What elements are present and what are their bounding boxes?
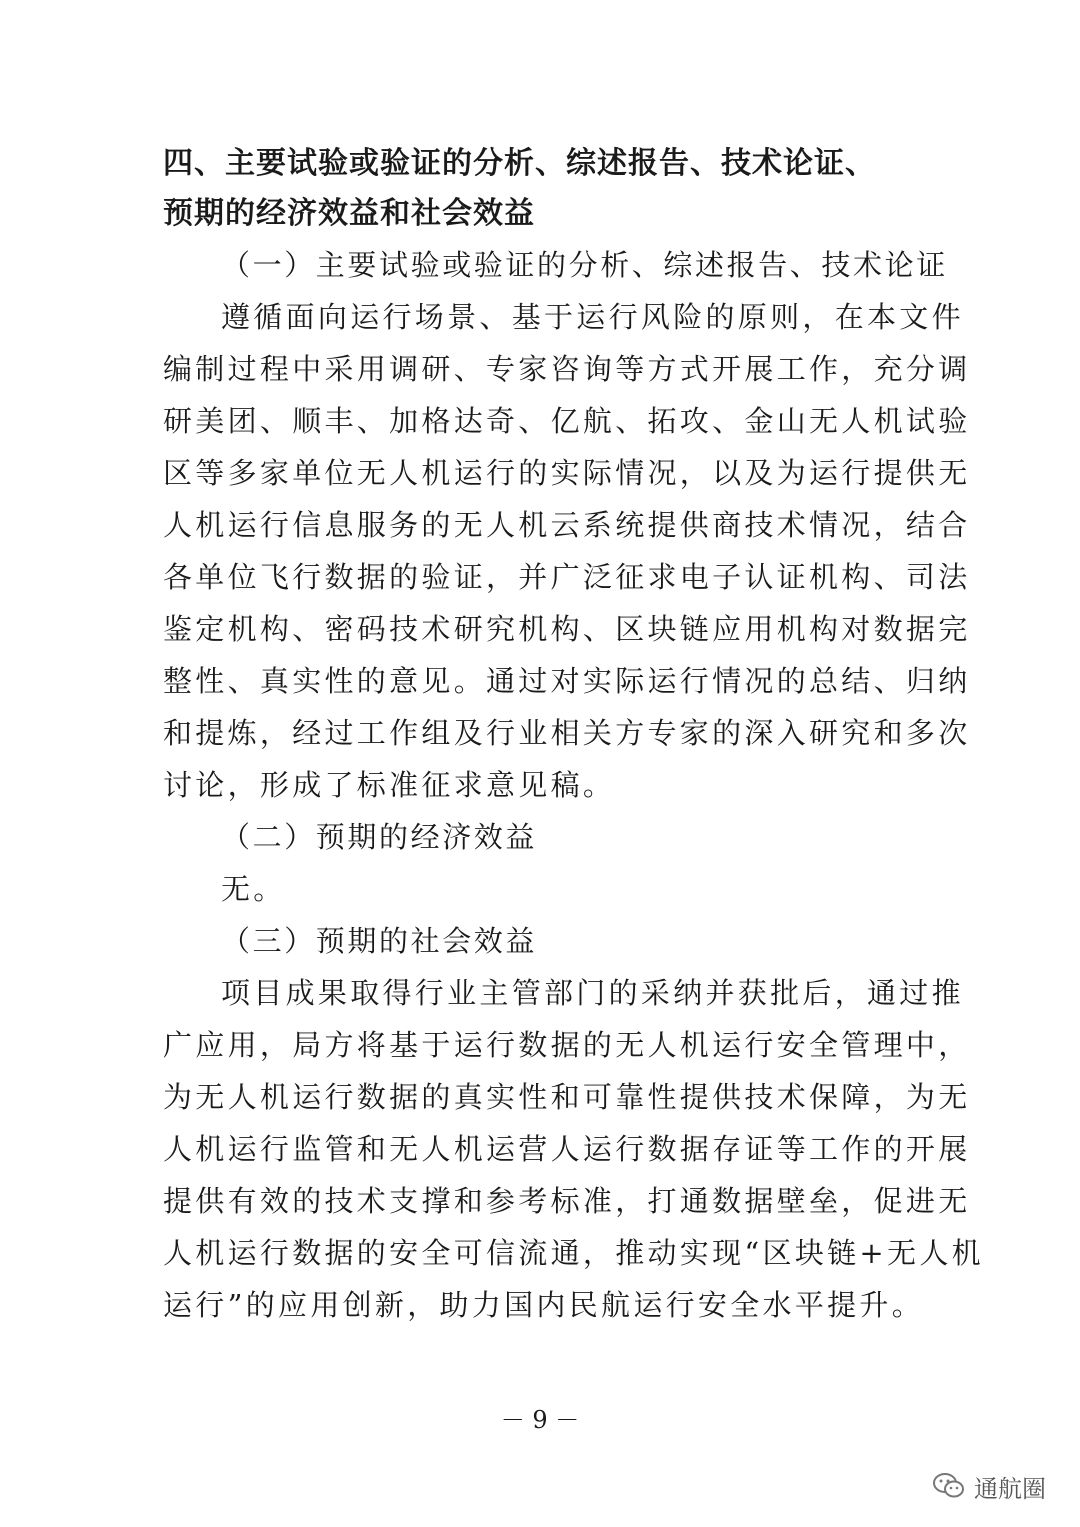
paragraph-line: 人机运行信息服务的无人机云系统提供商技术情况，结合 xyxy=(163,508,971,542)
section-heading-line-1: 四、主要试验或验证的分析、综述报告、技术论证、 xyxy=(163,146,876,181)
watermark-text: 通航圈 xyxy=(974,1474,1046,1503)
paragraph-line: 鉴定机构、密码技术研究机构、区块链应用机构对数据完 xyxy=(163,612,971,646)
paragraph-line: 整性、真实性的意见。通过对实际运行情况的总结、归纳 xyxy=(163,664,971,698)
paragraph-line: 各单位飞行数据的验证，并广泛征求电子认证机构、司法 xyxy=(163,560,971,594)
subsection-title-2: （二）预期的经济效益 xyxy=(221,820,538,854)
paragraph-line: 无。 xyxy=(221,872,286,906)
paragraph-line: 编制过程中采用调研、专家咨询等方式开展工作，充分调 xyxy=(163,352,971,386)
paragraph-line: 运行”的应用创新，助力国内民航运行安全水平提升。 xyxy=(163,1288,925,1322)
paragraph-line: 人机运行监管和无人机运营人运行数据存证等工作的开展 xyxy=(163,1132,971,1166)
watermark xyxy=(932,1466,1046,1506)
paragraph-line: 区等多家单位无人机运行的实际情况，以及为运行提供无 xyxy=(163,456,971,490)
section-heading-line-2: 预期的经济效益和社会效益 xyxy=(163,196,535,231)
paragraph-line: 遵循面向运行场景、基于运行风险的原则，在本文件 xyxy=(221,300,964,334)
paragraph-line: 和提炼，经过工作组及行业相关方专家的深入研究和多次 xyxy=(163,716,971,750)
paragraph-line: 讨论，形成了标准征求意见稿。 xyxy=(163,768,616,802)
paragraph-line: 研美团、顺丰、加格达奇、亿航、拓攻、金山无人机试验 xyxy=(163,404,971,438)
paragraph-line: 提供有效的技术支撑和参考标准，打通数据壁垒，促进无 xyxy=(163,1184,971,1218)
paragraph-line: 人机运行数据的安全可信流通，推动实现“区块链+无人机 xyxy=(163,1236,984,1270)
wechat-icon xyxy=(932,1471,966,1501)
subsection-title-3: （三）预期的社会效益 xyxy=(221,924,538,958)
paragraph-line: 为无人机运行数据的真实性和可靠性提供技术保障，为无 xyxy=(163,1080,971,1114)
paragraph-line: 项目成果取得行业主管部门的采纳并获批后，通过推 xyxy=(221,976,964,1010)
page-number: － 9 － xyxy=(500,1406,580,1434)
paragraph-line: 广应用，局方将基于运行数据的无人机运行安全管理中， xyxy=(163,1028,971,1062)
subsection-title-1: （一）主要试验或验证的分析、综述报告、技术论证 xyxy=(221,248,948,282)
